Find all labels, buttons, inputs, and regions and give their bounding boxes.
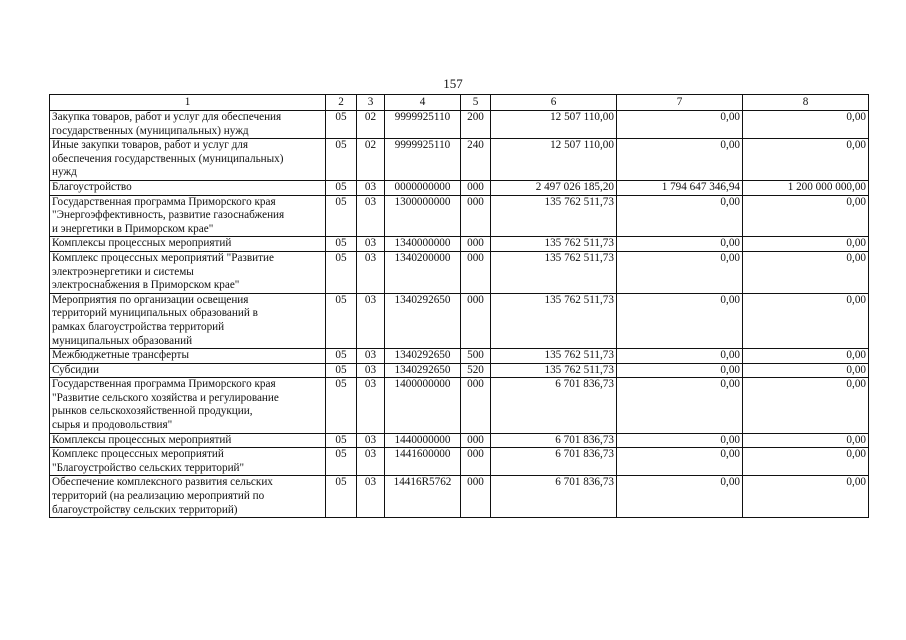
amount-col7: 0,00 — [617, 378, 743, 433]
row-name: Комплекс процессных мероприятий "Развитие электроэнергетики и системы электроснабжения в Приморском крае" — [50, 251, 326, 293]
header-cell: 5 — [461, 95, 491, 111]
subsection-code: 03 — [357, 476, 385, 518]
row-name: Обеспечение комплексного развития сельских территорий (на реализацию мероприятий по благоустройству сельских территорий) — [50, 476, 326, 518]
subsection-code: 03 — [357, 433, 385, 448]
amount-col8: 0,00 — [743, 433, 869, 448]
section-code: 05 — [326, 237, 357, 252]
amount-col8: 0,00 — [743, 111, 869, 139]
table-row — [50, 363, 869, 378]
expense-type-code: 500 — [461, 349, 491, 364]
expense-type-code: 000 — [461, 476, 491, 518]
table-row — [50, 378, 869, 433]
expense-type-code: 000 — [461, 251, 491, 293]
amount-col6: 6 701 836,73 — [491, 433, 617, 448]
target-article-code: 1440000000 — [385, 433, 461, 448]
section-code: 05 — [326, 195, 357, 237]
header-row — [50, 95, 869, 111]
table-row — [50, 349, 869, 364]
amount-col7: 0,00 — [617, 349, 743, 364]
budget-table — [49, 94, 869, 518]
table-row — [50, 139, 869, 181]
header-cell: 6 — [491, 95, 617, 111]
amount-col7: 0,00 — [617, 195, 743, 237]
amount-col8: 0,00 — [743, 251, 869, 293]
amount-col6: 135 762 511,73 — [491, 251, 617, 293]
amount-col6: 6 701 836,73 — [491, 378, 617, 433]
amount-col6: 135 762 511,73 — [491, 195, 617, 237]
table-row — [50, 111, 869, 139]
target-article-code: 1340000000 — [385, 237, 461, 252]
row-name: Субсидии — [50, 363, 326, 378]
subsection-code: 03 — [357, 293, 385, 348]
amount-col6: 6 701 836,73 — [491, 448, 617, 476]
amount-col6: 135 762 511,73 — [491, 349, 617, 364]
amount-col8: 1 200 000 000,00 — [743, 180, 869, 195]
amount-col8: 0,00 — [743, 448, 869, 476]
amount-col8: 0,00 — [743, 293, 869, 348]
subsection-code: 03 — [357, 448, 385, 476]
table-row — [50, 476, 869, 518]
row-name: Комплексы процессных мероприятий — [50, 433, 326, 448]
target-article-code: 1400000000 — [385, 378, 461, 433]
amount-col7: 0,00 — [617, 111, 743, 139]
header-cell: 7 — [617, 95, 743, 111]
section-code: 05 — [326, 448, 357, 476]
expense-type-code: 000 — [461, 448, 491, 476]
subsection-code: 03 — [357, 363, 385, 378]
target-article-code: 1300000000 — [385, 195, 461, 237]
expense-type-code: 000 — [461, 180, 491, 195]
row-name: Закупка товаров, работ и услуг для обеспечения государственных (муниципальных) нужд — [50, 111, 326, 139]
expense-type-code: 000 — [461, 195, 491, 237]
table-row — [50, 237, 869, 252]
section-code: 05 — [326, 476, 357, 518]
expense-type-code: 000 — [461, 378, 491, 433]
section-code: 05 — [326, 251, 357, 293]
expense-type-code: 200 — [461, 111, 491, 139]
subsection-code: 02 — [357, 111, 385, 139]
subsection-code: 03 — [357, 237, 385, 252]
section-code: 05 — [326, 433, 357, 448]
subsection-code: 03 — [357, 349, 385, 364]
target-article-code: 0000000000 — [385, 180, 461, 195]
row-name: Иные закупки товаров, работ и услуг для обеспечения государственных (муниципальных) нужд — [50, 139, 326, 181]
header-cell: 8 — [743, 95, 869, 111]
section-code: 05 — [326, 363, 357, 378]
amount-col6: 12 507 110,00 — [491, 139, 617, 181]
target-article-code: 1340292650 — [385, 293, 461, 348]
header-cell: 2 — [326, 95, 357, 111]
amount-col8: 0,00 — [743, 363, 869, 378]
amount-col8: 0,00 — [743, 139, 869, 181]
amount-col7: 0,00 — [617, 139, 743, 181]
section-code: 05 — [326, 293, 357, 348]
section-code: 05 — [326, 349, 357, 364]
target-article-code: 14416R5762 — [385, 476, 461, 518]
table-row — [50, 180, 869, 195]
header-cell: 3 — [357, 95, 385, 111]
table-row — [50, 433, 869, 448]
amount-col6: 12 507 110,00 — [491, 111, 617, 139]
subsection-code: 03 — [357, 251, 385, 293]
expense-type-code: 240 — [461, 139, 491, 181]
row-name: Комплекс процессных мероприятий "Благоустройство сельских территорий" — [50, 448, 326, 476]
amount-col8: 0,00 — [743, 476, 869, 518]
subsection-code: 02 — [357, 139, 385, 181]
row-name: Государственная программа Приморского края "Энергоэффективность, развитие газоснабжения и энергетики в Приморском крае" — [50, 195, 326, 237]
amount-col7: 0,00 — [617, 448, 743, 476]
header-cell: 4 — [385, 95, 461, 111]
section-code: 05 — [326, 139, 357, 181]
amount-col6: 135 762 511,73 — [491, 293, 617, 348]
target-article-code: 1340292650 — [385, 349, 461, 364]
amount-col8: 0,00 — [743, 237, 869, 252]
amount-col6: 135 762 511,73 — [491, 363, 617, 378]
row-name: Комплексы процессных мероприятий — [50, 237, 326, 252]
amount-col7: 0,00 — [617, 363, 743, 378]
amount-col7: 0,00 — [617, 293, 743, 348]
amount-col7: 0,00 — [617, 433, 743, 448]
amount-col7: 0,00 — [617, 476, 743, 518]
target-article-code: 9999925110 — [385, 139, 461, 181]
section-code: 05 — [326, 111, 357, 139]
amount-col8: 0,00 — [743, 195, 869, 237]
amount-col6: 135 762 511,73 — [491, 237, 617, 252]
target-article-code: 9999925110 — [385, 111, 461, 139]
row-name: Государственная программа Приморского края "Развитие сельского хозяйства и регулирование рынков сельскохозяйственной продукции, сырья и продовольствия" — [50, 378, 326, 433]
subsection-code: 03 — [357, 180, 385, 195]
table-row — [50, 293, 869, 348]
header-cell: 1 — [50, 95, 326, 111]
subsection-code: 03 — [357, 378, 385, 433]
page-number: 157 — [443, 76, 463, 91]
table-row — [50, 195, 869, 237]
section-code: 05 — [326, 378, 357, 433]
row-name: Мероприятия по организации освещения территорий муниципальных образований в рамках благоустройства территорий муниципальных образований — [50, 293, 326, 348]
target-article-code: 1340292650 — [385, 363, 461, 378]
table-row — [50, 448, 869, 476]
target-article-code: 1441600000 — [385, 448, 461, 476]
expense-type-code: 000 — [461, 237, 491, 252]
amount-col7: 0,00 — [617, 237, 743, 252]
amount-col8: 0,00 — [743, 378, 869, 433]
amount-col6: 6 701 836,73 — [491, 476, 617, 518]
amount-col7: 0,00 — [617, 251, 743, 293]
expense-type-code: 000 — [461, 293, 491, 348]
table-row — [50, 251, 869, 293]
target-article-code: 1340200000 — [385, 251, 461, 293]
row-name: Благоустройство — [50, 180, 326, 195]
expense-type-code: 000 — [461, 433, 491, 448]
section-code: 05 — [326, 180, 357, 195]
amount-col6: 2 497 026 185,20 — [491, 180, 617, 195]
expense-type-code: 520 — [461, 363, 491, 378]
subsection-code: 03 — [357, 195, 385, 237]
row-name: Межбюджетные трансферты — [50, 349, 326, 364]
amount-col8: 0,00 — [743, 349, 869, 364]
amount-col7: 1 794 647 346,94 — [617, 180, 743, 195]
